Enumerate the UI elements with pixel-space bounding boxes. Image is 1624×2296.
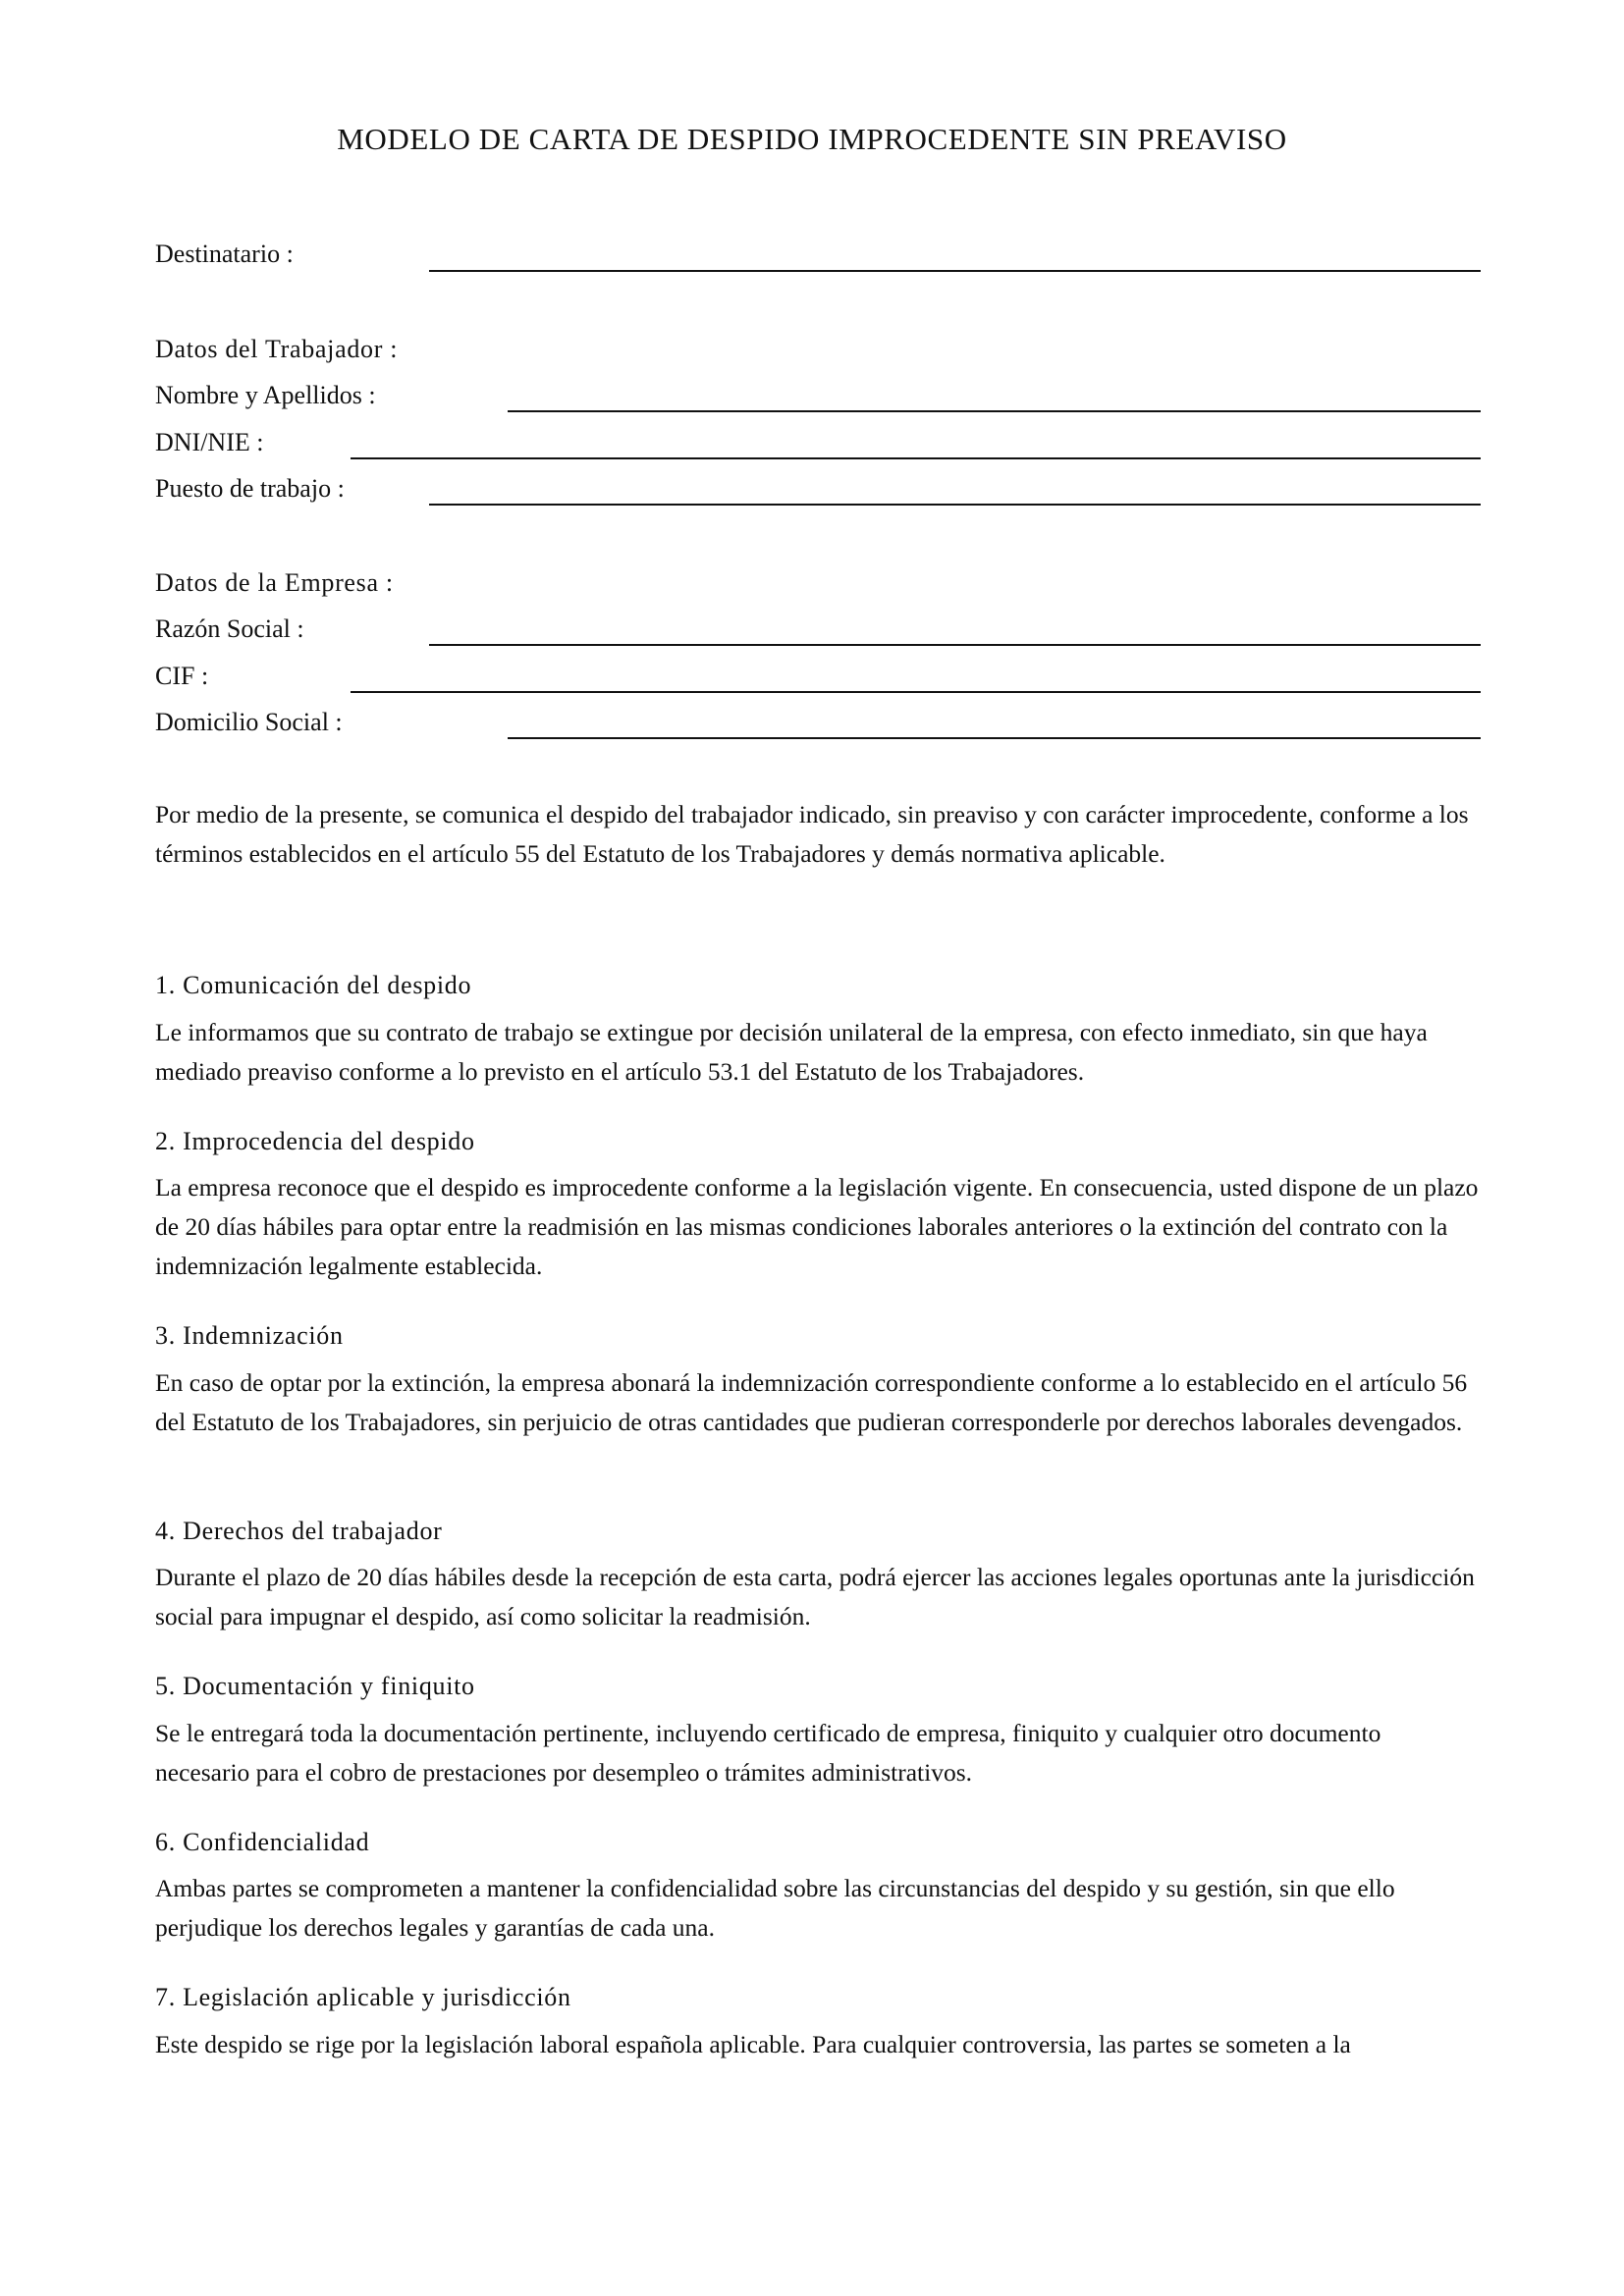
nombre-label: Nombre y Apellidos : (155, 381, 376, 409)
clause-6-body: Ambas partes se comprometen a mantener la confidencialidad sobre las circunstancias del despido y su gestión, sin que ello perjudique los derechos legales y garantías de cada una. (155, 1874, 1395, 1942)
nombre-blank-line[interactable] (508, 410, 1481, 412)
trabajador-heading: Datos del Trabajador : (155, 335, 399, 363)
clause-6-heading: 6. Confidencialidad (155, 1828, 370, 1856)
clause-4-body: Durante el plazo de 20 días hábiles desde la recepción de esta carta, podrá ejercer las acciones legales oportunas ante la jurisdicción social para impugnar el despido, así como solicitar la readmisión. (155, 1563, 1475, 1630)
destinatario-label: Destinatario : (155, 240, 294, 268)
clause-2-body: La empresa reconoce que el despido es improcedente conforme a la legislación vigente. En consecuencia, usted dispone de un plazo de 20 días hábiles para optar entre la readmisión en las mismas condiciones laborales anteriores o la extinción del contrato con la indemnización legalmente establecida. (155, 1173, 1479, 1280)
puesto-blank-line[interactable] (429, 504, 1481, 506)
dni-label: DNI/NIE : (155, 428, 264, 456)
razon-social-blank-line[interactable] (429, 644, 1481, 646)
clause-5-heading: 5. Documentación y finiquito (155, 1672, 475, 1700)
clause-3-body: En caso de optar por la extinción, la empresa abonará la indemnización correspondiente conforme a lo establecido en el artículo 56 del Estatuto de los Trabajadores, sin perjuicio de otras cantidades que pudieran corresponderle por derechos laborales devengados. (155, 1368, 1468, 1436)
clause-7-body: Este despido se rige por la legislación laboral española aplicable. Para cualquier controversia, las partes se someten a la (155, 2030, 1351, 2058)
razon-social-label: Razón Social : (155, 614, 304, 643)
cif-label: CIF : (155, 662, 209, 690)
document-title: MODELO DE CARTA DE DESPIDO IMPROCEDENTE SIN PREAVISO (337, 122, 1287, 156)
clause-2-heading: 2. Improcedencia del despido (155, 1127, 475, 1155)
clause-4-heading: 4. Derechos del trabajador (155, 1517, 443, 1545)
cif-blank-line[interactable] (351, 691, 1481, 693)
intro-paragraph: Por medio de la presente, se comunica el despido del trabajador indicado, sin preaviso y con carácter improcedente, conforme a los términos establecidos en el artículo 55 del Estatuto de los Trabajadores y demás normativa aplicable. (155, 800, 1469, 868)
domicilio-label: Domicilio Social : (155, 708, 343, 736)
empresa-heading: Datos de la Empresa : (155, 568, 394, 597)
clause-7-heading: 7. Legislación aplicable y jurisdicción (155, 1983, 571, 2011)
clause-1-body: Le informamos que su contrato de trabajo se extingue por decisión unilateral de la empresa, con efecto inmediato, sin que haya mediado preaviso conforme a lo previsto en el artículo 53.1 del Estatuto de los Trabajadores. (155, 1018, 1428, 1086)
clause-5-body: Se le entregará toda la documentación pertinente, incluyendo certificado de empresa, finiquito y cualquier otro documento necesario para el cobro de prestaciones por desempleo o trámites administrativos. (155, 1719, 1381, 1787)
puesto-label: Puesto de trabajo : (155, 474, 345, 503)
dni-blank-line[interactable] (351, 457, 1481, 459)
destinatario-blank-line[interactable] (429, 270, 1481, 272)
domicilio-blank-line[interactable] (508, 737, 1481, 739)
clause-3-heading: 3. Indemnización (155, 1321, 344, 1350)
clause-1-heading: 1. Comunicación del despido (155, 971, 472, 999)
